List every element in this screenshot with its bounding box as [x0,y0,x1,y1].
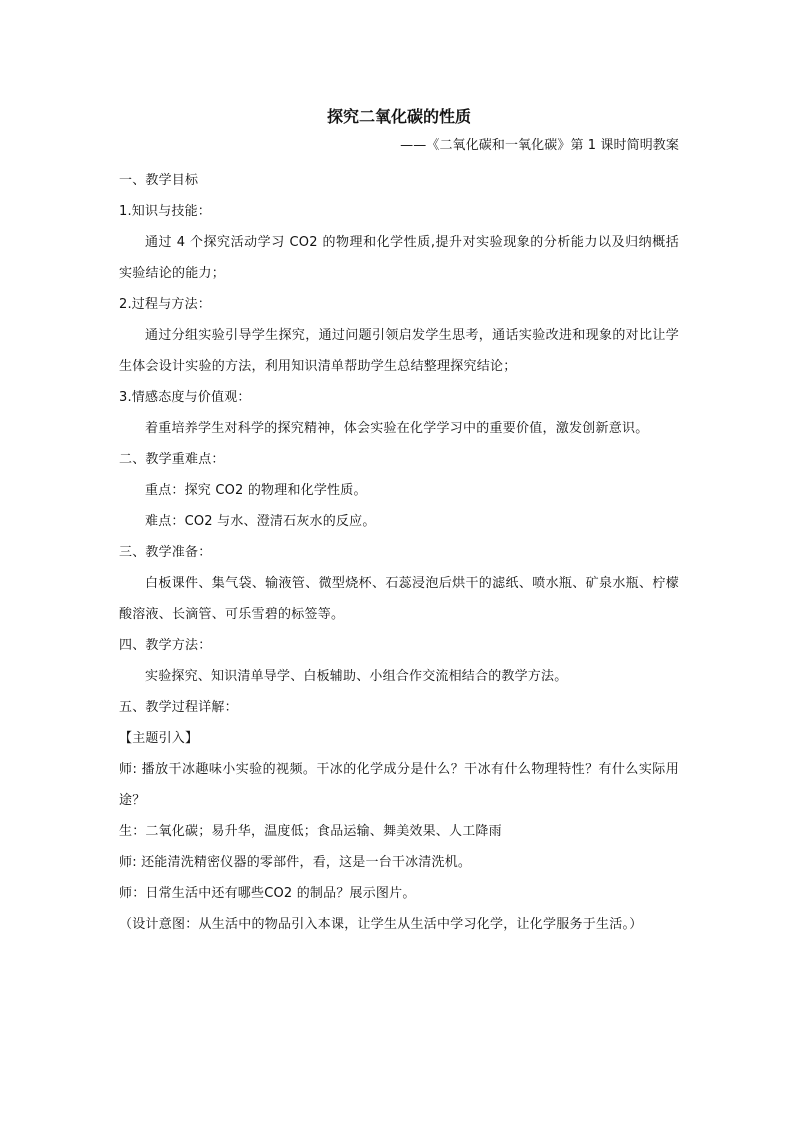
key-point: 重点：探究 CO2 的物理和化学性质。 [145,483,367,498]
paragraph-preparation: 白板课件、集气袋、输液管、微型烧杯、石蕊浸泡后烘干的滤纸、喷水瓶、矿泉水瓶、柠檬酸溶液、长滴管、可乐雪碧的标签等。 [119,576,679,622]
section-heading-objectives: 一、教学目标 [119,173,199,188]
subheading-emotion: 3.情感态度与价值观： [119,390,251,405]
paragraph-process: 通过分组实验引导学生探究，通过问题引领启发学生思考，通话实验改进和现象的对比让学生体会设计实验的方法，利用知识清单帮助学生总结整理探究结论； [119,328,679,374]
document-title: 探究二氧化碳的性质 [326,107,471,126]
subheading-knowledge: 1.知识与技能： [119,204,212,219]
section-heading-key-points: 二、教学重难点： [119,452,225,467]
teacher-line-1: 师: 播放干冰趣味小实验的视频。干冰的化学成分是什么？干冰有什么物理特性？有什么实际用途？ [119,762,679,808]
paragraph-emotion: 着重培养学生对科学的探究精神，体会实验在化学学习中的重要价值，激发创新意识。 [145,421,649,436]
design-intent: （设计意图：从生活中的物品引入本课，让学生从生活中学习化学，让化学服务于生活。） [119,917,643,932]
paragraph-methods: 实验探究、知识清单导学、白板辅助、小组合作交流相结合的教学方法。 [145,669,568,684]
section-heading-preparation: 三、教学准备： [119,545,212,560]
topic-intro-label: 【主题引入】 [119,731,199,746]
document-content [119,104,679,940]
teacher-line-3: 师：日常生活中还有哪些CO2 的制品？展示图片。 [119,886,416,901]
section-heading-methods: 四、教学方法： [119,638,212,653]
document-subtitle: ——《二氧化碳和一氧化碳》第 1 课时简明教案 [400,138,679,153]
paragraph-knowledge: 通过 4 个探究活动学习 CO2 的物理和化学性质,提升对实验现象的分析能力以及归纳概括实验结论的能力； [119,235,679,281]
student-line-1: 生：二氧化碳；易升华，温度低；食品运输、舞美效果、人工降雨 [119,824,502,839]
teacher-line-2: 师: 还能清洗精密仪器的零部件，看，这是一台干冰清洗机。 [119,855,472,870]
section-heading-process: 五、教学过程详解： [119,700,238,715]
difficult-point: 难点：CO2 与水、澄清石灰水的反应。 [145,514,376,529]
subheading-process: 2.过程与方法： [119,297,212,312]
